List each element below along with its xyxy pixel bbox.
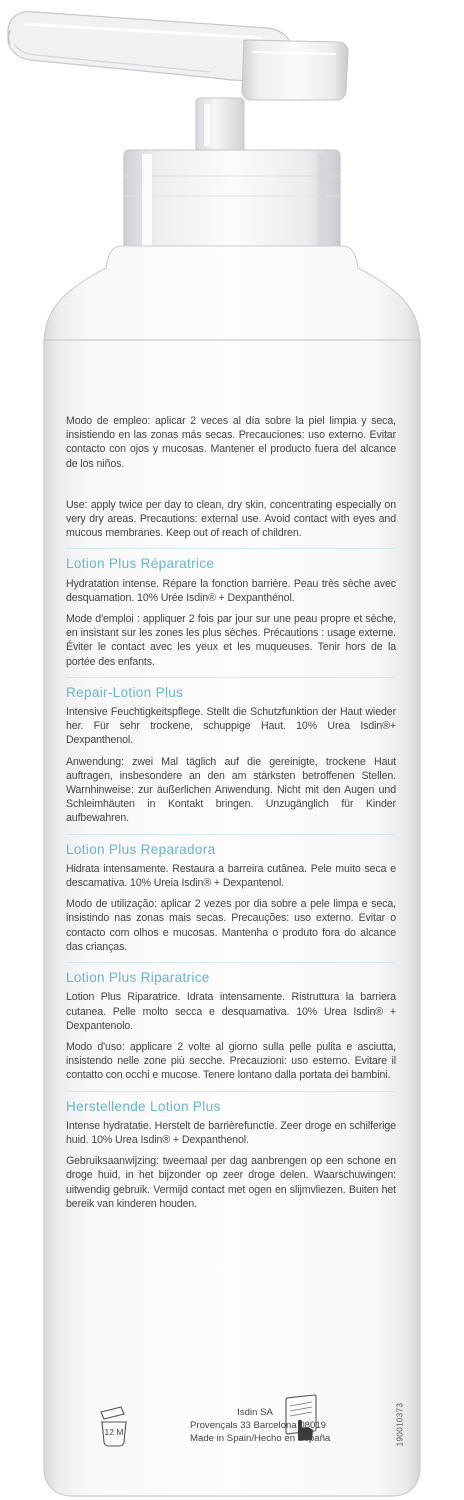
italian-use-label: Modo d'uso: <box>66 1040 125 1053</box>
french-intro: Hydratation intense. Répare la fonction barrière. Peau très sèche avec desquamation. 10% Urée Isdin® + Dexpanthénol. <box>66 577 396 604</box>
italian-precautions-text: uso esterno. Evitare il contatto con occhi e mucose. Tenere lontano dalla portata dei bambini. <box>66 1055 396 1082</box>
french-heading: Lotion Plus Réparatrice <box>66 556 215 572</box>
dutch-intro: Intense hydratatie. Herstelt de barrièrefunctie. Zeer droge en schilferige huid. 10% Urea Isdin® + Dexpanthenol. <box>66 1119 396 1146</box>
english-instructions <box>66 498 396 541</box>
italian-heading: Lotion Plus Riparatrice <box>66 970 210 986</box>
portuguese-precautions-label: Precauções: <box>231 912 290 925</box>
spanish-precautions-label: Precauciones: <box>238 429 305 442</box>
portuguese-heading: Lotion Plus Reparadora <box>66 841 216 857</box>
spanish-instructions <box>66 414 396 471</box>
german-precautions-label: Warnhinweise: <box>66 784 134 797</box>
german-intro: Intensive Feuchtigkeitspflege. Stellt die Schutzfunktion der Haut wieder her. Für sehr trockene, schuppige Haut. 10% Urea Isdin®+ Dexpanthenol. <box>66 706 396 747</box>
spanish-use-text: aplicar 2 veces al día sobre la piel limpia y seca, insistiendo en las zonas más secas. <box>66 415 396 442</box>
german-use-label: Anwendung: <box>66 755 124 768</box>
english-use-label: Use: <box>66 498 88 511</box>
pao-label: 12 M <box>104 1427 124 1437</box>
street-address: Provençals 33 Barcelona 08019 <box>190 1420 327 1431</box>
english-precautions-text: external use. Avoid contact with eyes and mucous membranes. Keep out of reach of children. <box>66 513 397 540</box>
dutch-instructions <box>66 1154 396 1211</box>
portuguese-precautions-text: uso externo. Evitar o contacto com olhos e mucosas. Mantenha o produto fora do alcance das crianças. <box>66 912 397 953</box>
product-label <box>66 414 396 1444</box>
french-precautions-label: Précautions : <box>263 627 325 640</box>
origin-statement: Made in Spain/Hecho en España <box>190 1433 331 1444</box>
french-precautions-text: usage externe. Éviter le contact avec les yeux et les muqueuses. Tenir hors de la portée des enfants. <box>66 627 397 668</box>
portuguese-use-text: aplicar 2 vezes por dia sobre a pele limpa e seca, insistindo nas zonas mais secas. <box>66 898 396 925</box>
pump-head <box>242 40 348 100</box>
label-footer <box>66 1396 406 1486</box>
french-use-text: appliquer 2 fois par jour sur une peau propre et sèche, en insistant sur les zones les plus sèches. <box>66 613 396 640</box>
portuguese-intro: Hidrata intensamente. Restaura a barreira cutânea. Pele muito seca e descamativa. 10% Ureia Isdin® + Dexpantenol. <box>66 862 396 890</box>
german-instructions <box>66 755 396 826</box>
english-precautions-label: Precautions: <box>139 513 198 526</box>
dutch-heading: Herstellende Lotion Plus <box>66 1098 221 1114</box>
italian-instructions <box>66 1040 396 1083</box>
italian-precautions-label: Precauzioni: <box>229 1055 287 1068</box>
german-use-text: zwei Mal täglich auf die gereinigte, trockene Haut auftragen, insbesondere an den am stärksten betroffenen Stellen. <box>66 755 396 782</box>
german-precautions-text: zur äußerlichen Anwendung. Nicht mit den Augen und Schleimhäuten in Kontakt bringen. Unzugänglich für Kinder aufbewahren. <box>66 784 396 825</box>
italian-intro: Lotion Plus Riparatrice. Idrata intensamente. Ristruttura la barriera cutanea. Pelle molto secca e desquamativa. 10% Urea Isdin® + Dexpantenolo. <box>66 991 396 1032</box>
german-heading: Repair-Lotion Plus <box>66 684 184 700</box>
french-use-label: Mode d'emploi : <box>66 613 140 626</box>
dutch-precautions-label: Waarschuwingen: <box>313 1169 397 1182</box>
dutch-precautions-text: uitwendig gebruik. Vermijd contact met ogen en slijmvliezen. Buiten het bereik van kinderen houden. <box>66 1183 396 1210</box>
spanish-use-label: Modo de empleo: <box>66 415 151 427</box>
italian-use-text: applicare 2 volte al giorno sulla pelle pulita e asciutta, insistendo nelle zone più secche. <box>66 1040 397 1068</box>
manufacturer-address <box>190 1406 331 1445</box>
english-use-text: apply twice per day to clean, dry skin, concentrating especially on very dry areas. <box>66 498 396 526</box>
pump-stem <box>196 98 244 152</box>
dutch-use-text: tweemaal per dag aanbrengen op een schone en droge huid, in het bijzonder op zeer droge delen. <box>66 1155 396 1182</box>
portuguese-instructions <box>66 897 396 954</box>
lot-number: 190010373 <box>395 1402 405 1447</box>
french-instructions <box>66 612 396 669</box>
spanish-precautions-text: uso externo. Evitar contacto con ojos y mucosas. Mantener el producto fuera del alcance de los niños. <box>66 429 397 470</box>
portuguese-use-label: Modo de utilização: <box>66 898 157 911</box>
bottle-cap <box>124 150 340 248</box>
dutch-use-label: Gebruiksaanwijzing: <box>66 1155 159 1168</box>
company-name: Isdin SA <box>237 1407 273 1418</box>
